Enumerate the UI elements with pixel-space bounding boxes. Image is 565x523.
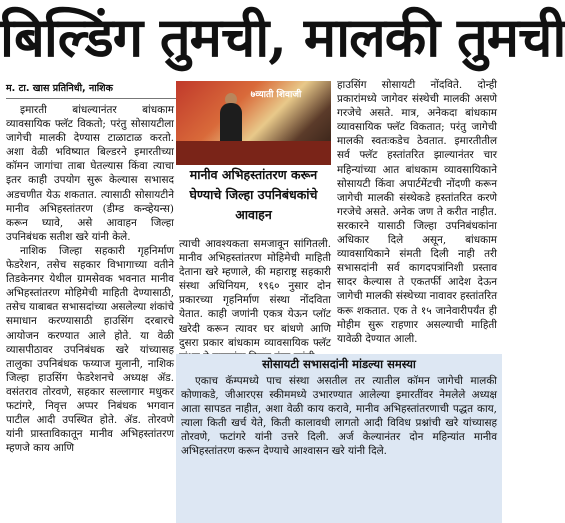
subsection-body <box>181 374 497 521</box>
pull-quote: मानीव अभिहस्तांतरण करून घेण्याचे जिल्हा उपनिबंधकांचे आवाहन <box>176 165 331 235</box>
event-photo <box>176 81 331 165</box>
paragraph: इमारती बांधल्यानंतर बांधकाम व्यावसायिक फ्लॅट विकतो; परंतु सोसायटीला जागेची मालकी देण्यास टाळाटाळ करतो. अशा वेळी भविष्यात बिल्डरने इमारतीच्या कॉमन जागांचा ताबा घेतल्यास किंवा त्याचा इतर काही उपयोग सुरू केल्यास सभासद अडचणीत येऊ शकतात. त्यासाठी सोसायटीने मानीव अभिहस्तांतरण (डीम्ड कन्व्हेयन्स) करून घ्यावे, असे आवाहन जिल्हा उपनिबंधक सतीश खरे यांनी केले. <box>6 104 174 243</box>
paragraph: हाउसिंग सोसायटी नोंदविते. दोन्ही प्रकारांमध्ये जागेवर संस्थेची मालकी असणे गरजेचे असते. मात्र, अनेकदा बांधकाम व्यावसायिक फ्लॅट विकतात; परंतु जागेची मालकी स्वतःकडेच ठेवतात. इमारतीतील सर्व फ्लॅट हस्तांतरित झाल्यानंतर चार महिन्यांच्या आत बांधकाम व्यावसायिकाने सोसायटी किंवा अपार्टमेंटची नोंदणी करून जागेची मालकी संस्थेकडे हस्तांतरित करणे गरजेचे असते. अनेक जण ते करीत नाहीत. सरकारने यासाठी जिल्हा उपनिबंधकांना अधिकार दिले असून, बांधकाम व्यावसायिकाने संमती दिली नाही तरी सभासदांनी सर्व कागदपत्रांनिशी प्रस्ताव सादर केल्यास ते एकतर्फी आदेश देऊन जागेची मालकी संस्थेच्या नावावर हस्तांतरित करू शकतात. एक ते १५ जानेवारीपर्यंत ही मोहीम सुरू राहणार असल्याची माहिती यावेळी देण्यात आली. <box>337 79 497 345</box>
photo-banner-text: ७व्याती शिवाजी <box>250 90 302 100</box>
article-column-3 <box>337 78 497 352</box>
paragraph: नाशिक जिल्हा सहकारी गृहनिर्माण फेडरेशन, तसेच सहकार विभागाच्या वतीने तिडकेनगर येथील ग्रामसेवक भवनात मानीव अभिहस्तांतरण मोहिमेची माहिती देण्यासाठी, तसेच याबाबत सभासदांच्या असलेल्या शंकांचे समाधान करण्यासाठी हाउसिंग दरबारचे आयोजन करण्यात आले होते. या वेळी व्यासपीठावर उपनिबंधक खरे यांच्यासह तालुका उपनिबंधक फय्याज मुलानी, नाशिक जिल्हा हाउसिंग फेडरेशनचे अध्यक्ष ॲड. वसंतराव तोरवणे, सहकार सल्लागार मधुकर फटांगरे, निवृत्त अप्पर निबंधक भगवान पाटील आदी उपस्थित होते. ॲड. तोरवणे यांनी प्रास्ताविकातून मानीव अभिहस्तांतरण म्हणजे काय आणि <box>6 244 174 455</box>
byline-rule <box>6 98 176 99</box>
subsection-heading: सोसायटी सभासदांनी मांडल्या समस्या <box>262 357 416 371</box>
paragraph: एकाच कॅम्पमध्ये पाच संस्था असतील तर त्यातील कॉमन जागेची मालकी कोणाकडे, जीआरएस स्कीममध्ये उभारण्यात आलेल्या इमारतींवर नेमलेले अध्यक्ष आता सापडत नाहीत, अशा वेळी काय करावे, मानीव अभिहस्तांतरणाची पद्धत काय, त्याला किती खर्च येते, किती कालावधी लागतो आदी विविध प्रश्नांची खरे यांच्यासह तोरवणे, फटांगरे यांनी उत्तरे दिली. अर्ज केल्यानंतर दोन महिन्यांत मानीव अभिहस्तांतरण करून देण्याचे आश्वासन खरे यांनी दिले. <box>181 375 497 458</box>
headline: बिल्डिंग तुमची, मालकी तुमची <box>0 5 565 69</box>
byline: म. टा. खास प्रतिनिधी, नाशिक <box>6 83 113 94</box>
stage-table <box>176 141 331 165</box>
paragraph: त्याची आवश्यकता समजावून सांगितली. मानीव अभिहस्तांतरण मोहिमेची माहिती देताना खरे म्हणाले, की महाराष्ट्र सहकारी संस्था अधिनियम, १९६० नुसार दोन प्रकारच्या गृहनिर्माण संस्था नोंदविता येतात. काही जणांनी एकत्र येऊन प्लॉट खरेदी करून त्यावर घर बांधणे आणि दुसरा प्रकार बांधकाम व्यावसायिक फ्लॅट <box>179 238 331 349</box>
article-column-2 <box>179 237 331 352</box>
article-column-1 <box>6 103 174 523</box>
